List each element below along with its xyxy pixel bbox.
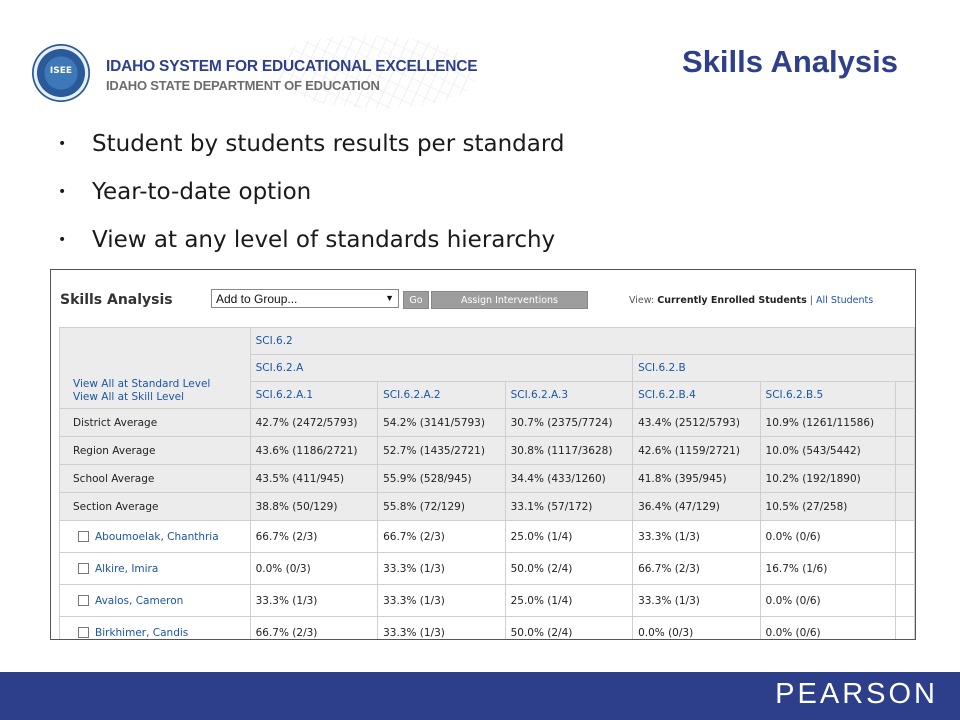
average-cell: 30.8% (1117/3628) — [505, 437, 632, 465]
isee-seal-icon — [32, 44, 90, 102]
isee-logo — [28, 40, 478, 110]
student-score: 0.0% (0/3) — [250, 553, 377, 585]
skill-header[interactable]: SCI.6.2.B.5 — [760, 382, 895, 409]
view-all-students-link[interactable]: All Students — [816, 295, 874, 306]
student-score: 33.3% (1/3) — [250, 585, 377, 617]
average-cell: 10.2% (192/1890) — [760, 465, 895, 493]
average-cell: 42.6% (1159/2721) — [633, 437, 760, 465]
view-separator: | — [809, 295, 813, 306]
average-label: Region Average — [60, 437, 251, 465]
student-name-link[interactable]: Alkire, Imira — [95, 562, 159, 575]
view-level-links — [60, 328, 251, 409]
substandard-header[interactable]: SCI.6.2.B — [633, 355, 915, 382]
student-cell — [60, 521, 251, 553]
average-row — [60, 465, 915, 493]
student-score: 33.3% (1/3) — [378, 585, 505, 617]
student-row — [60, 521, 915, 553]
org-department: IDAHO STATE DEPARTMENT OF EDUCATION — [106, 78, 380, 93]
view-filter — [629, 295, 873, 306]
average-cell: 10.0% (543/5442) — [760, 437, 895, 465]
average-cell: 54.2% (3141/5793) — [378, 409, 505, 437]
header-row-standard — [60, 328, 915, 355]
bullet-item: • Student by students results per standard — [58, 128, 565, 176]
average-row — [60, 493, 915, 521]
assign-interventions-button[interactable]: Assign Interventions — [431, 291, 588, 309]
student-score-overflow — [895, 521, 914, 553]
student-score: 33.3% (1/3) — [378, 617, 505, 641]
average-row — [60, 437, 915, 465]
student-row — [60, 617, 915, 641]
view-prefix: View: — [629, 295, 655, 306]
student-score: 25.0% (1/4) — [505, 521, 632, 553]
student-score: 16.7% (1/6) — [760, 553, 895, 585]
average-cell: 10.5% (27/258) — [760, 493, 895, 521]
add-to-group-select[interactable] — [211, 289, 399, 308]
student-name-link[interactable]: Aboumoelak, Chanthria — [95, 530, 219, 543]
select-value: Add to Group... — [216, 292, 298, 306]
average-cell-overflow — [895, 437, 914, 465]
substandard-header[interactable]: SCI.6.2.A — [250, 355, 632, 382]
student-score: 0.0% (0/6) — [760, 521, 895, 553]
average-cell: 43.4% (2512/5793) — [633, 409, 760, 437]
skill-header[interactable]: SCI.6.2.B.4 — [633, 382, 760, 409]
average-cell: 33.1% (57/172) — [505, 493, 632, 521]
bullet-item: • Year-to-date option — [58, 176, 565, 224]
student-checkbox[interactable] — [78, 563, 89, 574]
student-checkbox[interactable] — [78, 627, 89, 638]
student-score: 66.7% (2/3) — [378, 521, 505, 553]
student-row — [60, 585, 915, 617]
seal-text: ISEE — [49, 66, 73, 76]
org-name: IDAHO SYSTEM FOR EDUCATIONAL EXCELLENCE — [106, 58, 478, 75]
student-score: 0.0% (0/3) — [633, 617, 760, 641]
student-score: 0.0% (0/6) — [760, 585, 895, 617]
footer-bar — [0, 672, 960, 720]
average-cell-overflow — [895, 409, 914, 437]
student-checkbox[interactable] — [78, 531, 89, 542]
view-all-skill-link[interactable]: View All at Skill Level — [73, 391, 185, 403]
go-button[interactable]: Go — [403, 291, 429, 309]
student-score: 33.3% (1/3) — [633, 585, 760, 617]
dropdown-arrow-icon: ▼ — [385, 293, 394, 303]
student-score: 50.0% (2/4) — [505, 617, 632, 641]
student-score: 33.3% (1/3) — [378, 553, 505, 585]
panel-title: Skills Analysis — [60, 292, 173, 308]
student-cell — [60, 553, 251, 585]
student-score: 50.0% (2/4) — [505, 553, 632, 585]
student-score: 25.0% (1/4) — [505, 585, 632, 617]
average-cell: 41.8% (395/945) — [633, 465, 760, 493]
student-score: 66.7% (2/3) — [250, 617, 377, 641]
student-score: 66.7% (2/3) — [250, 521, 377, 553]
average-cell: 30.7% (2375/7724) — [505, 409, 632, 437]
average-cell-overflow — [895, 493, 914, 521]
average-cell: 43.5% (411/945) — [250, 465, 377, 493]
student-row — [60, 553, 915, 585]
slide-title: Skills Analysis — [682, 44, 898, 79]
average-cell: 38.8% (50/129) — [250, 493, 377, 521]
average-cell: 55.9% (528/945) — [378, 465, 505, 493]
view-current-enrolled[interactable]: Currently Enrolled Students — [657, 295, 807, 306]
student-score: 66.7% (2/3) — [633, 553, 760, 585]
average-label: Section Average — [60, 493, 251, 521]
student-name-link[interactable]: Birkhimer, Candis — [95, 626, 189, 639]
skill-header-overflow — [895, 382, 914, 409]
average-label: District Average — [60, 409, 251, 437]
skill-header[interactable]: SCI.6.2.A.3 — [505, 382, 632, 409]
bullet-item: • View at any level of standards hierarchy — [58, 224, 565, 272]
average-cell: 10.9% (1261/11586) — [760, 409, 895, 437]
bullet-list — [58, 128, 565, 272]
skills-analysis-panel — [50, 269, 916, 640]
average-cell: 52.7% (1435/2721) — [378, 437, 505, 465]
average-cell: 36.4% (47/129) — [633, 493, 760, 521]
average-cell: 42.7% (2472/5793) — [250, 409, 377, 437]
student-checkbox[interactable] — [78, 595, 89, 606]
average-cell-overflow — [895, 465, 914, 493]
view-all-standard-link[interactable]: View All at Standard Level — [73, 378, 211, 390]
results-table — [59, 327, 915, 640]
student-cell — [60, 617, 251, 641]
student-score: 33.3% (1/3) — [633, 521, 760, 553]
student-cell — [60, 585, 251, 617]
skill-header[interactable]: SCI.6.2.A.1 — [250, 382, 377, 409]
standard-header[interactable]: SCI.6.2 — [250, 328, 914, 355]
average-cell: 55.8% (72/129) — [378, 493, 505, 521]
average-cell: 34.4% (433/1260) — [505, 465, 632, 493]
student-score-overflow — [895, 617, 914, 641]
average-cell: 43.6% (1186/2721) — [250, 437, 377, 465]
student-score: 0.0% (0/6) — [760, 617, 895, 641]
skill-header[interactable]: SCI.6.2.A.2 — [378, 382, 505, 409]
average-label: School Average — [60, 465, 251, 493]
pearson-logo: PEARSON — [775, 678, 938, 710]
student-score-overflow — [895, 585, 914, 617]
average-row — [60, 409, 915, 437]
student-score-overflow — [895, 553, 914, 585]
student-name-link[interactable]: Avalos, Cameron — [95, 594, 184, 607]
